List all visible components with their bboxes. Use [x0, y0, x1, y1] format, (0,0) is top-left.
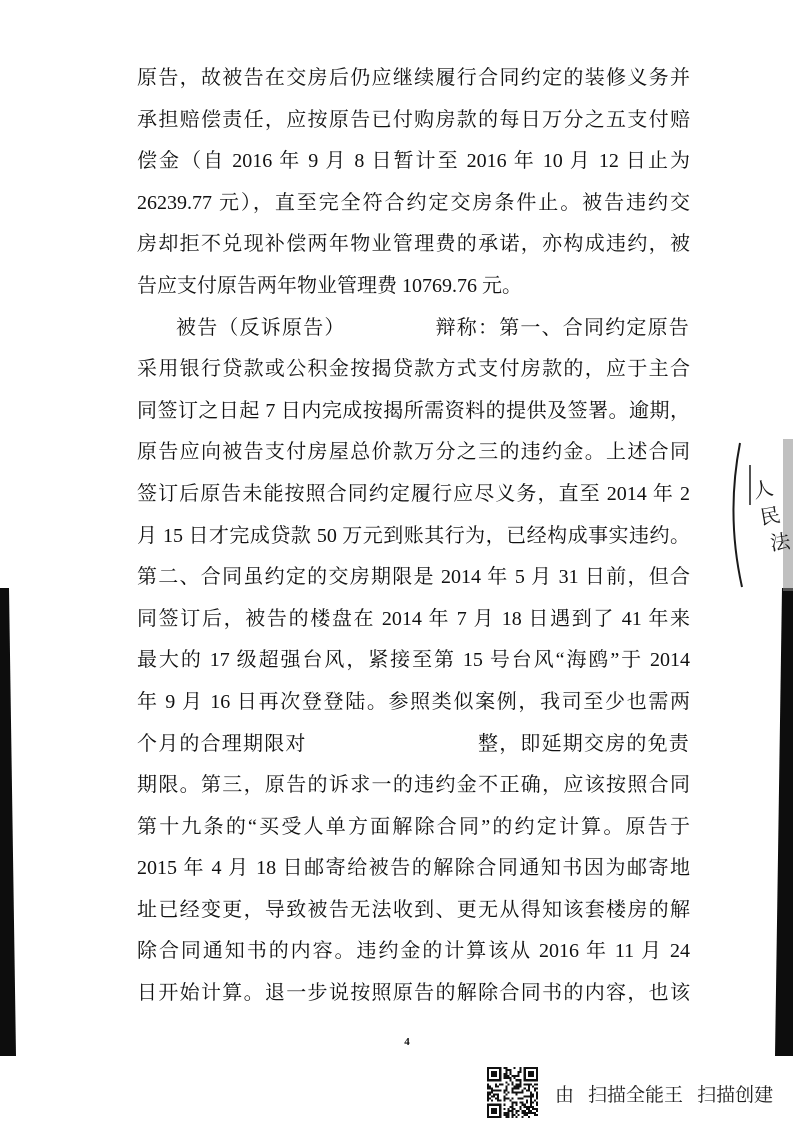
seal-character: 人: [750, 475, 776, 504]
text-line: 除合同通知书的内容。违约金的计算该从 2016 年 11 月 24: [137, 940, 690, 963]
scanner-app-credit: 由 扫描全能王 扫描创建: [555, 1084, 774, 1106]
text-line: 承担赔偿责任，应按原告已付购房款的每日万分之五支付赔: [137, 108, 690, 131]
text-line: 2015 年 4 月 18 日邮寄给被告的解除合同通知书因为邮寄地: [137, 857, 690, 880]
scan-edge-left: [0, 588, 16, 1056]
text-line: 原告，故被告在交房后仍应继续履行合同约定的装修义务并: [137, 67, 690, 89]
page-edge-shadow: [783, 439, 793, 591]
text-line: 房却拒不兑现补偿两年物业管理费的承诺，亦构成违约，被: [137, 233, 690, 256]
redaction-gap: [307, 724, 478, 766]
seal-border: [733, 443, 742, 587]
seal-character: 法: [768, 528, 792, 556]
text-line-redacted: [137, 308, 690, 350]
document-body: [137, 58, 690, 1015]
text-line: 月 15 日才完成贷款 50 万元到账其行为，已经构成事实违约。: [137, 524, 690, 547]
redaction-gap: [346, 308, 436, 350]
text-line: 址已经变更，导致被告无法收到、更无从得知该套楼房的解: [137, 898, 690, 921]
text-before-redaction: 被告（反诉原告）: [176, 316, 346, 339]
text-line: 26239.77 元），直至完全符合约定交房条件止。被告违约交: [137, 191, 690, 214]
text-line: 同签订之日起 7 日内完成按揭所需资料的提供及签署。逾期，: [137, 399, 690, 422]
text-line: 第二、合同虽约定的交房期限是 2014 年 5 月 31 日前，但合: [137, 566, 690, 589]
text-line: 签订后原告未能按照合同约定履行应尽义务，直至 2014 年 2: [137, 482, 690, 505]
qr-code-icon: [487, 1067, 538, 1118]
text-line: 告应支付原告两年物业管理费 10769.76 元。: [137, 274, 522, 297]
text-after-redaction: 整，即延期交房的免责: [478, 732, 690, 755]
text-line-redacted: [137, 724, 690, 766]
court-seal-stamp: [720, 435, 793, 595]
text-line: 第十九条的“买受人单方面解除合同”的约定计算。原告于: [137, 815, 690, 838]
text-after-redaction: 辩称：第一、合同约定原告: [435, 316, 690, 339]
text-line: 偿金（自 2016 年 9 月 8 日暂计至 2016 年 10 月 12 日止为: [137, 150, 690, 173]
seal-character: 民: [758, 502, 783, 530]
text-line: 年 9 月 16 日再次登登陆。参照类似案例，我司至少也需两: [137, 690, 690, 713]
page-number: 4: [404, 1036, 410, 1048]
text-before-redaction: 个月的合理期限对: [137, 732, 307, 755]
text-line: 原告应向被告支付房屋总价款万分之三的违约金。上述合同: [137, 441, 690, 464]
scan-edge-right: [775, 588, 793, 1056]
text-line: 同签订后，被告的楼盘在 2014 年 7 月 18 日遇到了 41 年来: [137, 607, 690, 630]
text-line: 日开始计算。退一步说按照原告的解除合同书的内容，也该: [137, 982, 690, 1005]
text-line: 最大的 17 级超强台风，紧接至第 15 号台风“海鸥”于 2014: [137, 649, 690, 672]
text-line: 采用银行贷款或公积金按揭贷款方式支付房款的，应于主合: [137, 358, 690, 381]
text-line: 期限。第三，原告的诉求一的违约金不正确，应该按照合同: [137, 774, 690, 797]
